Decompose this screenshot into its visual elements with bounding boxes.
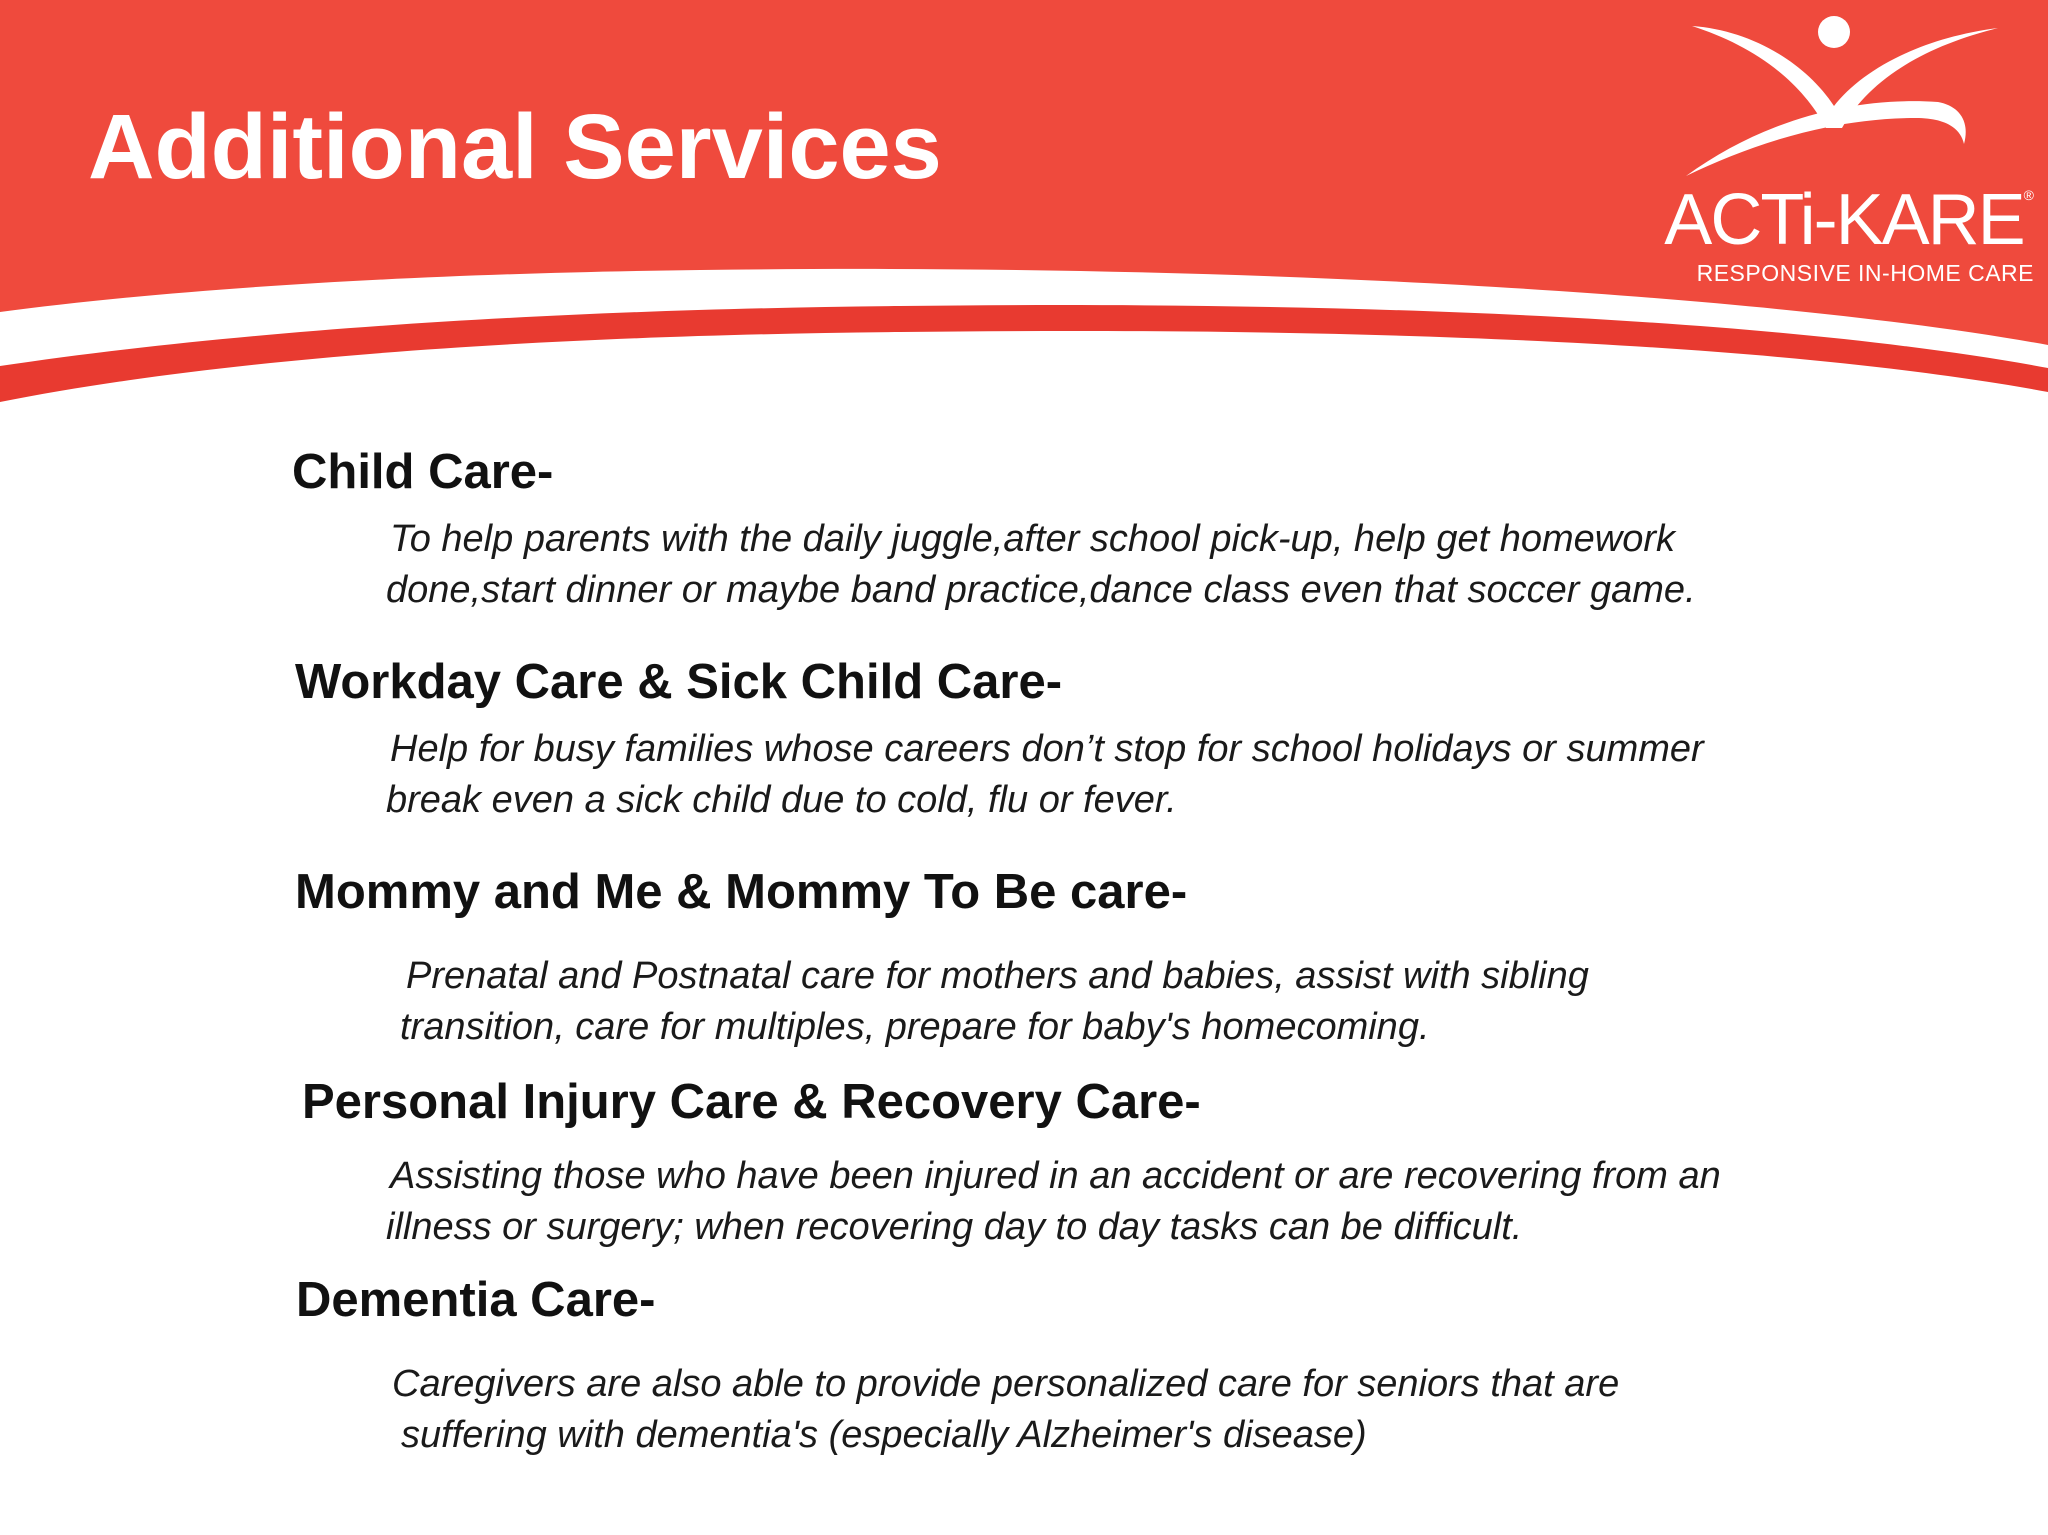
service-desc-line: To help parents with the daily juggle,after school pick-up, help get homework [390,518,1676,560]
service-desc-line: suffering with dementia's (especially Alzheimer's disease) [401,1414,1367,1456]
service-desc-line: Help for busy families whose careers don’t stop for school holidays or summer [390,728,1704,770]
service-heading-workday-care: Workday Care & Sick Child Care- [295,655,1063,709]
service-desc-dementia-care [392,1359,1619,1461]
service-desc-line: break even a sick child due to cold, flu or fever. [386,779,1177,821]
service-desc-line: transition, care for multiples, prepare for baby's homecoming. [400,1006,1430,1048]
registered-mark: ® [2023,187,2034,203]
service-heading-injury-care: Personal Injury Care & Recovery Care- [302,1075,1201,1129]
brand-logo [1620,10,2040,290]
brand-tagline: RESPONSIVE IN-HOME CARE [1696,260,2034,286]
service-heading-child-care: Child Care- [292,445,554,499]
service-heading-mommy-care: Mommy and Me & Mommy To Be care- [295,865,1188,919]
person-arms-raised-icon [1620,10,2040,200]
service-desc-line: Assisting those who have been injured in an accident or are recovering from an [390,1155,1721,1197]
service-desc-line: done,start dinner or maybe band practice,dance class even that soccer game. [386,569,1696,611]
service-desc-mommy-care [400,951,1589,1053]
service-desc-line: Prenatal and Postnatal care for mothers and babies, assist with sibling [406,955,1589,997]
service-desc-line: Caregivers are also able to provide personalized care for seniors that are [392,1363,1620,1405]
service-desc-line: illness or surgery; when recovering day to day tasks can be difficult. [386,1206,1523,1248]
service-desc-workday-care [386,724,1704,826]
page-title: Additional Services [88,96,942,198]
service-heading-dementia-care: Dementia Care- [296,1273,656,1327]
service-desc-child-care [386,514,1696,616]
service-desc-injury-care [386,1151,1721,1253]
brand-wordmark [1634,180,2034,260]
brand-name: ACTi-KARE [1664,180,2024,260]
